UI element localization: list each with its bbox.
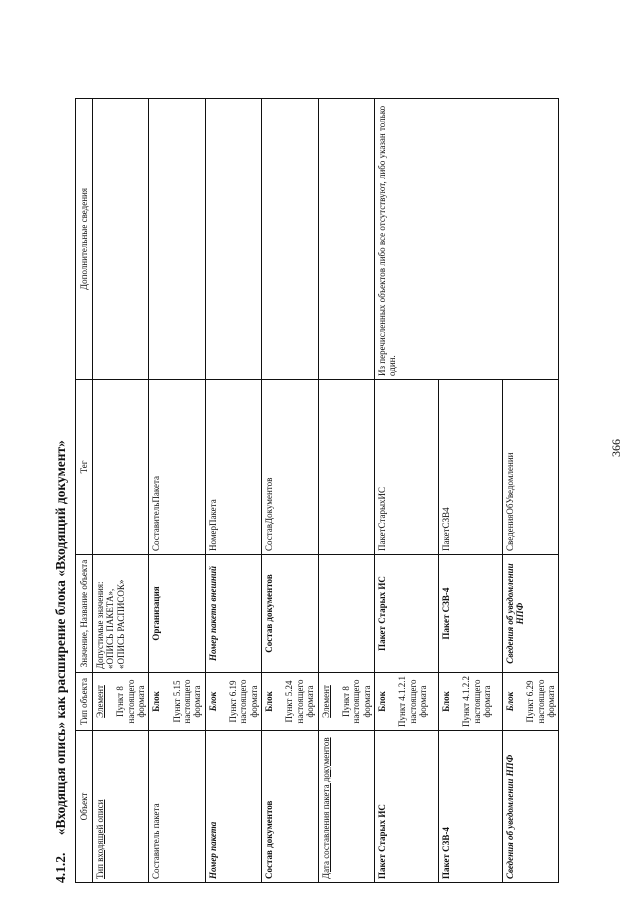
section-heading <box>53 440 69 883</box>
row-value: Состав документов <box>262 555 318 673</box>
row-object: Пакет Старых ИС <box>374 731 438 883</box>
row-tag: СоставительПакета <box>149 380 205 555</box>
row-value <box>318 555 374 673</box>
row-type: Блок Пункт 5.15 настоящего формата <box>149 673 205 731</box>
row-tag <box>318 380 374 555</box>
row-object: Дата составления пакета документов <box>318 731 374 883</box>
section-title: «Входящая опись» как расширение блока «Входящий документ» <box>53 440 68 836</box>
header-object: Объект <box>76 731 93 883</box>
row-extra <box>262 99 318 380</box>
row-type: Блок Пункт 4.1.2.2 настоящего формата <box>438 673 502 731</box>
row-object: Составитель пакета <box>149 731 205 883</box>
row-tag: НомерПакета <box>205 380 261 555</box>
row-type: Блок Пункт 4.1.2.1 настоящего формата <box>374 673 438 731</box>
table-row <box>318 99 374 883</box>
table-row <box>149 99 205 883</box>
table-row <box>374 99 438 883</box>
table-row <box>262 99 318 883</box>
row-value: Организация <box>149 555 205 673</box>
row-value: Номер пакета внешний <box>205 555 261 673</box>
header-value: Значение, Название объекта <box>76 555 93 673</box>
row-extra <box>318 99 374 380</box>
row-tag: СведенияОбУведомлении <box>502 380 558 555</box>
row-extra <box>93 99 149 380</box>
row-tag: ПакетСтарыхИС <box>374 380 438 555</box>
table-row <box>205 99 261 883</box>
row-object: Пакет СЗВ-4 <box>438 731 502 883</box>
row-object: Сведения об уведомлении НПФ <box>502 731 558 883</box>
row-value: Пакет СЗВ-4 <box>438 555 502 673</box>
rotated-page <box>21 21 623 883</box>
row-extra <box>205 99 261 380</box>
row-tag: ПакетСЗВ4 <box>438 380 502 555</box>
header-tag: Тег <box>76 380 93 555</box>
section-number: 4.1.2. <box>53 852 68 883</box>
row-type: Блок Пункт 6.19 настоящего формата <box>205 673 261 731</box>
row-type: Блок Пункт 5.24 настоящего формата <box>262 673 318 731</box>
row-extra <box>149 99 205 380</box>
object-table <box>75 98 559 883</box>
table-row <box>93 99 149 883</box>
row-type: Элемент Пункт 8 настоящего формата <box>93 673 149 731</box>
page-number: 366 <box>609 439 623 457</box>
row-object: Номер пакета <box>205 731 261 883</box>
row-tag <box>93 380 149 555</box>
table-header-row <box>76 99 93 883</box>
header-extra: Дополнительные сведения <box>76 99 93 380</box>
header-type: Тип объекта <box>76 673 93 731</box>
row-object: Состав документов <box>262 731 318 883</box>
row-type: Элемент Пункт 8 настоящего формата <box>318 673 374 731</box>
row-value: Сведения об уведомлении НПФ <box>502 555 558 673</box>
row-value: Допустимые значения: «ОПИСЬ ПАКЕТА», «ОПИСЬ РАСПИСОК» <box>93 555 149 673</box>
row-tag: СоставДокументов <box>262 380 318 555</box>
row-object: Тип входящей описи <box>93 731 149 883</box>
row-type: Блок Пункт 6.29 настоящего формата <box>502 673 558 731</box>
row-extra: Из перечисленных объектов либо все отсутствуют, либо указан только один. <box>374 99 558 380</box>
row-value: Пакет Старых ИС <box>374 555 438 673</box>
